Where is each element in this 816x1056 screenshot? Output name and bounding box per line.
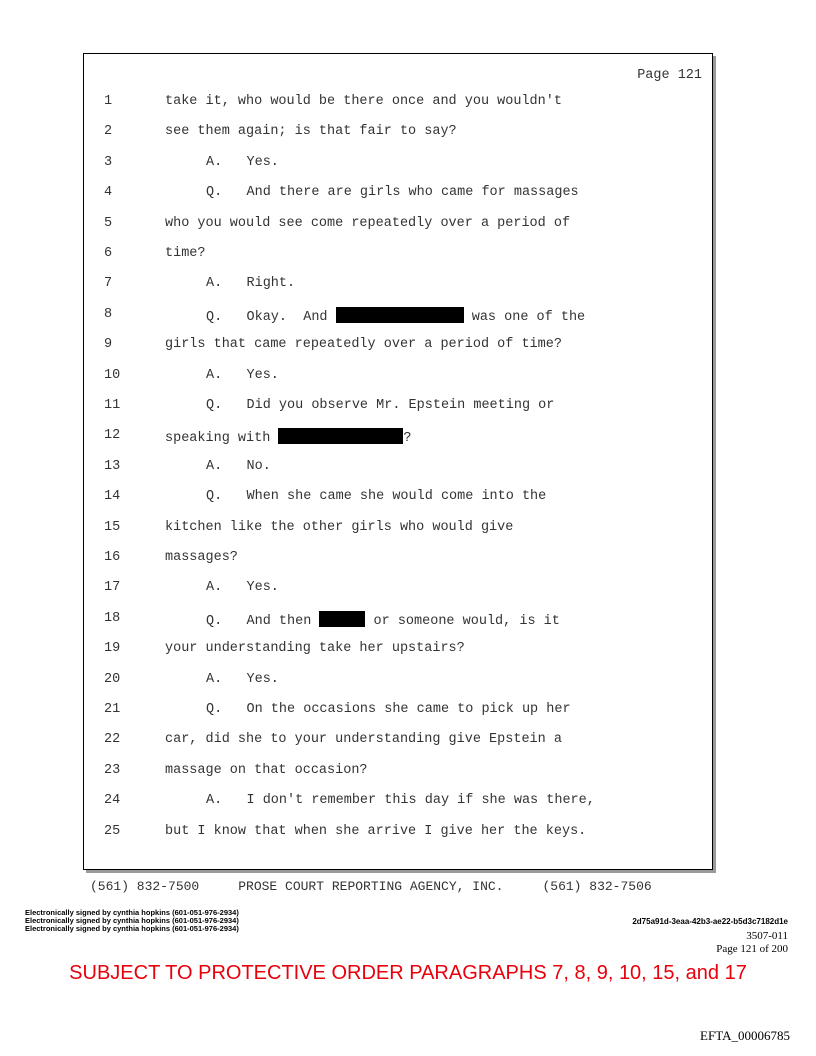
line-text-segment: Q. Did you observe Mr. Epstein meeting or: [206, 398, 555, 413]
line-number: 16: [104, 550, 121, 565]
line-number: 7: [104, 276, 113, 292]
line-number: 25: [104, 823, 121, 839]
line-number: 23: [104, 762, 121, 778]
line-text-segment: massage on that occasion?: [165, 762, 368, 778]
line-text: [206, 672, 279, 687]
line-text-segment: see them again; is that fair to say?: [165, 124, 457, 140]
line-text: [206, 580, 279, 595]
line-number: 22: [104, 732, 121, 748]
line-text: [165, 824, 586, 839]
protective-order-notice: SUBJECT TO PROTECTIVE ORDER PARAGRAPHS 7, 8, 9, 10, 15, and 17: [69, 962, 747, 984]
line-text: [206, 307, 585, 325]
reporter-footer: (561) 832-7500 PROSE COURT REPORTING AGENCY, INC. (561) 832-7506: [90, 879, 652, 894]
line-number: 13: [104, 458, 121, 474]
line-text-segment: A. Yes.: [206, 154, 279, 170]
document-hash: 2d75a91d-3eaa-42b3-ae22-b5d3c7182d1e: [632, 917, 788, 926]
page-of-total: Page 121 of 200: [716, 942, 788, 955]
line-text-segment: A. Right.: [206, 276, 296, 292]
line-text-segment: girls that came repeatedly over a period of time?: [165, 337, 562, 353]
line-number: 24: [104, 793, 121, 809]
line-number: 14: [104, 489, 121, 505]
line-text: [206, 459, 271, 474]
line-number: 18: [104, 610, 121, 626]
line-number: 12: [104, 428, 121, 444]
line-text-segment: Q. On the occasions she came to pick up her: [206, 702, 571, 717]
signature-line: Electronically signed by cynthia hopkins (601-051-976-2934): [25, 924, 239, 933]
line-number: 21: [104, 702, 121, 717]
line-text: [165, 732, 562, 747]
line-number: 2: [104, 124, 113, 140]
line-text: [206, 611, 560, 629]
line-text-segment: Q. And then: [206, 613, 320, 629]
line-number: 1: [104, 94, 113, 109]
line-number: 15: [104, 519, 121, 535]
line-text: [165, 216, 570, 231]
line-text-segment: A. Yes.: [206, 367, 279, 383]
redaction-box: [336, 307, 464, 323]
line-text: [165, 246, 206, 261]
line-text: [206, 702, 571, 717]
line-text-segment: car, did she to your understanding give Epstein a: [165, 732, 562, 748]
line-text-segment: kitchen like the other girls who would give: [165, 519, 514, 535]
line-text: [165, 337, 562, 352]
line-text: [206, 276, 295, 291]
line-number: 5: [104, 215, 113, 231]
exhibit-number: 3507-011: [746, 930, 788, 942]
line-text: [206, 793, 595, 808]
line-text: [165, 428, 412, 446]
line-number: 6: [104, 246, 113, 261]
line-text-segment: A. No.: [206, 458, 271, 474]
line-number: 17: [104, 580, 121, 596]
line-text-segment: Q. When she came she would come into the: [206, 489, 547, 505]
signature-block: [25, 909, 239, 933]
line-number: 10: [104, 367, 121, 383]
line-text: [165, 520, 513, 535]
line-number: 20: [104, 671, 121, 687]
signature-line: Electronically signed by cynthia hopkins (601-051-976-2934): [25, 916, 239, 925]
line-number: 3: [104, 154, 113, 170]
redaction-box: [278, 428, 403, 444]
line-text-segment: massages?: [165, 550, 238, 565]
line-text: [165, 94, 562, 109]
line-number: 9: [104, 337, 113, 353]
line-text-segment: A. Yes.: [206, 671, 279, 687]
line-text: [206, 368, 279, 383]
line-text: [165, 124, 457, 139]
line-text: [206, 398, 554, 413]
line-text-segment: take it, who would be there once and you wouldn't: [165, 94, 562, 109]
line-number: 19: [104, 641, 121, 657]
exhibit-block: [716, 930, 788, 955]
redaction-box: [319, 611, 365, 627]
line-text: [165, 641, 465, 656]
line-text-segment: your understanding take her upstairs?: [165, 641, 465, 657]
line-text-segment: who you would see come repeatedly over a period of: [165, 215, 571, 231]
line-text-segment: or someone would, is it: [365, 613, 560, 629]
line-text-segment: time?: [165, 246, 206, 261]
transcript-page: [83, 53, 713, 870]
line-text: [165, 550, 238, 565]
line-text-segment: A. I don't remember this day if she was there,: [206, 793, 595, 809]
line-text-segment: Q. Okay. And: [206, 309, 336, 325]
line-number: 8: [104, 306, 113, 322]
line-text-segment: Q. And there are girls who came for massages: [206, 185, 579, 201]
line-text: [165, 763, 368, 778]
bates-number: EFTA_00006785: [700, 1028, 790, 1043]
line-text-segment: but I know that when she arrive I give her the keys.: [165, 823, 587, 839]
line-number: 4: [104, 185, 113, 201]
line-text-segment: speaking with: [165, 431, 279, 447]
line-text: [206, 155, 279, 170]
signature-line: Electronically signed by cynthia hopkins (601-051-976-2934): [25, 908, 239, 917]
line-text: [206, 185, 579, 200]
line-text-segment: A. Yes.: [206, 580, 279, 596]
line-number: 11: [104, 398, 121, 413]
line-text-segment: ?: [403, 431, 412, 447]
line-text: [206, 489, 546, 504]
line-text-segment: was one of the: [463, 309, 586, 325]
page-label: Page 121: [637, 68, 702, 83]
